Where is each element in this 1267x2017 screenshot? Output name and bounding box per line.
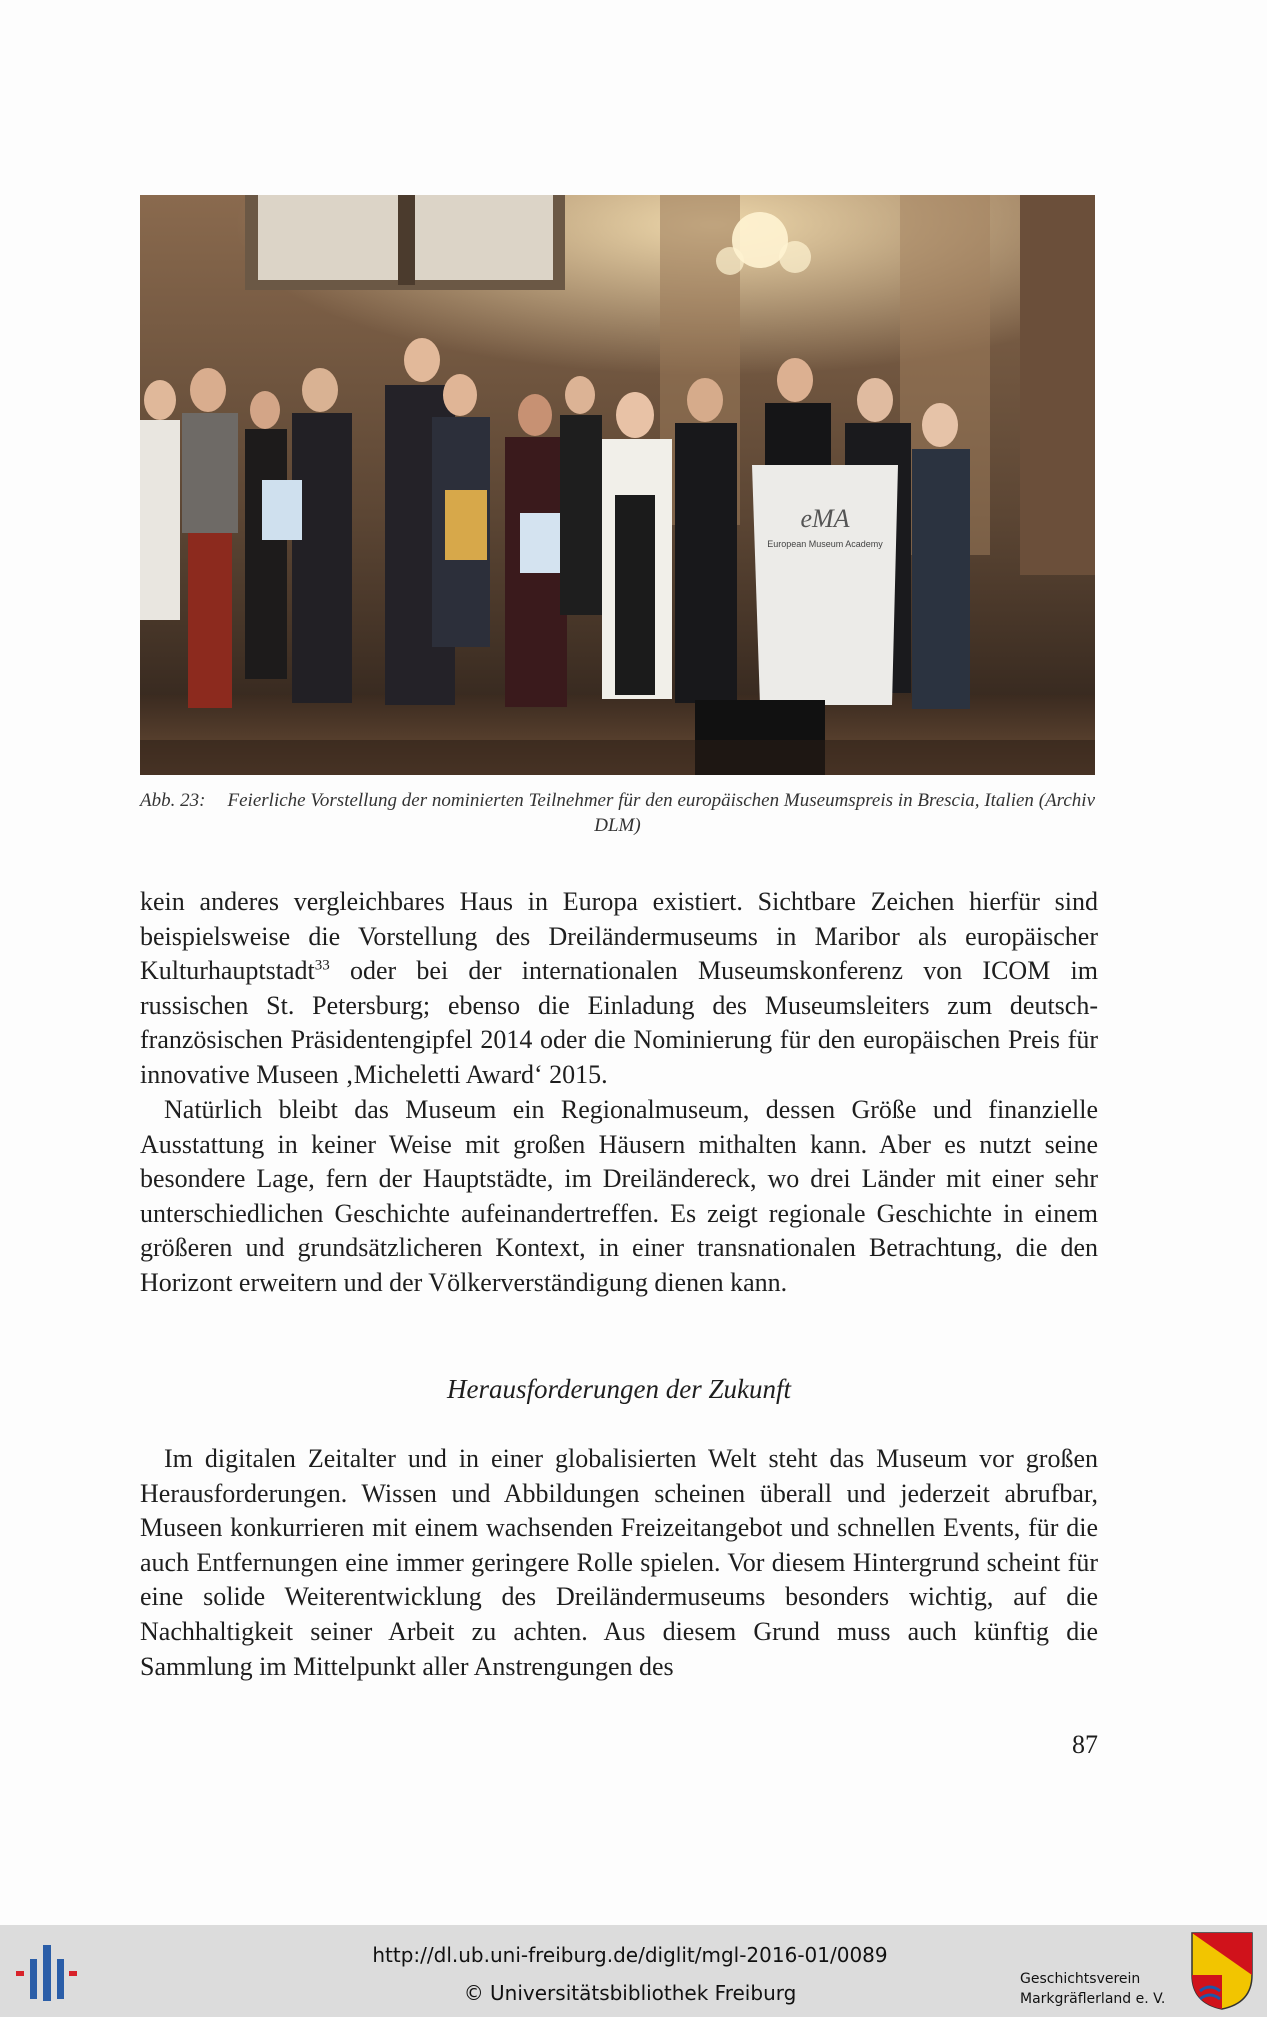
podium-logo: eMA xyxy=(800,504,850,533)
paragraph-3-text: Im digitalen Zeitalter und in einer globalisierten Welt steht das Museum vor großen Herausforderungen. Wissen und Abbildungen scheinen überall und jederzeit abrufbar, Museen konkurrieren mit einem wachsenden Freizeitangebot und schnellen Events, für die auch Entfernungen eine immer geringere Rolle spielen. Vor diesem Hintergrund scheint für eine solide Weiterentwicklung des Dreiländermuseums besonders wichtig, auf die Nachhaltigkeit seiner Arbeit zu achten. Aus diesem Grund muss auch künftig die Sammlung im Mittelpunkt aller Anstrengungen des xyxy=(140,1444,1098,1681)
paragraph-1-text-a: kein anderes vergleichbares Haus in Europa existiert. Sichtbare Zeichen hierfür sind beispielsweise die Vorstellung des Dreiländermuseums in Maribor als europäischer Kulturhauptstadt xyxy=(140,887,1098,986)
society-name-line-1: Geschichtsverein xyxy=(1020,1971,1141,1987)
footer-bar xyxy=(0,1925,1267,2017)
podium-text: European Museum Academy xyxy=(767,539,883,549)
footer-url-link[interactable]: http://dl.ub.uni-freiburg.de/diglit/mgl-2016-01/0089 xyxy=(372,1943,888,1967)
section-heading: Herausforderungen der Zukunft xyxy=(447,1374,791,1404)
paragraph-2-text: Natürlich bleibt das Museum ein Regionalmuseum, dessen Größe und finanzielle Ausstattung in keiner Weise mit großen Häusern mithalten kann. Aber es nutzt seine besondere Lage, fern der Hauptstädte, im Dreiländereck, wo drei Länder mit einer sehr unterschiedlichen Geschichte aufeinandertreffen. Es zeigt regionale Geschichte in einem größeren und grundsätzlicheren Kontext, in einer transnationalen Betrachtung, die den Horizont erweitern und der Völkerverständigung dienen kann. xyxy=(140,1095,1098,1297)
figure-caption xyxy=(140,788,1095,838)
society-name-line-2: Markgräflerland e. V. xyxy=(1020,1991,1166,2007)
caption-label: Abb. 23: xyxy=(140,790,206,811)
footnote-ref-33: 33 xyxy=(314,957,330,974)
paragraph-3 xyxy=(140,1442,1098,1684)
page-number: 87 xyxy=(1072,1730,1098,1759)
footer-copyright: © Universitätsbibliothek Freiburg xyxy=(463,1981,797,2005)
paragraph-1-text-b: oder bei der internationalen Museumskonferenz von ICOM im russischen St. Petersburg; ebenso die Einladung des Museumsleiters zum deutsch-französischen Präsidentengipfel 2014 oder die Nominierung für den europäischen Preis für innovative Museen ‚Micheletti Award‘ 2015. xyxy=(140,956,1098,1089)
paragraph-1 xyxy=(140,885,1098,1093)
ub-freiburg-logo-icon[interactable] xyxy=(12,1937,82,2005)
society-name xyxy=(1020,1969,1200,2009)
coat-of-arms-icon xyxy=(1190,1931,1254,2011)
paragraph-2 xyxy=(140,1093,1098,1301)
award-ceremony-photo xyxy=(140,195,1095,775)
caption-text: Feierliche Vorstellung der nominierten Teilnehmer für den europäischen Museumspreis in Brescia, Italien (Archiv DLM) xyxy=(227,790,1096,836)
